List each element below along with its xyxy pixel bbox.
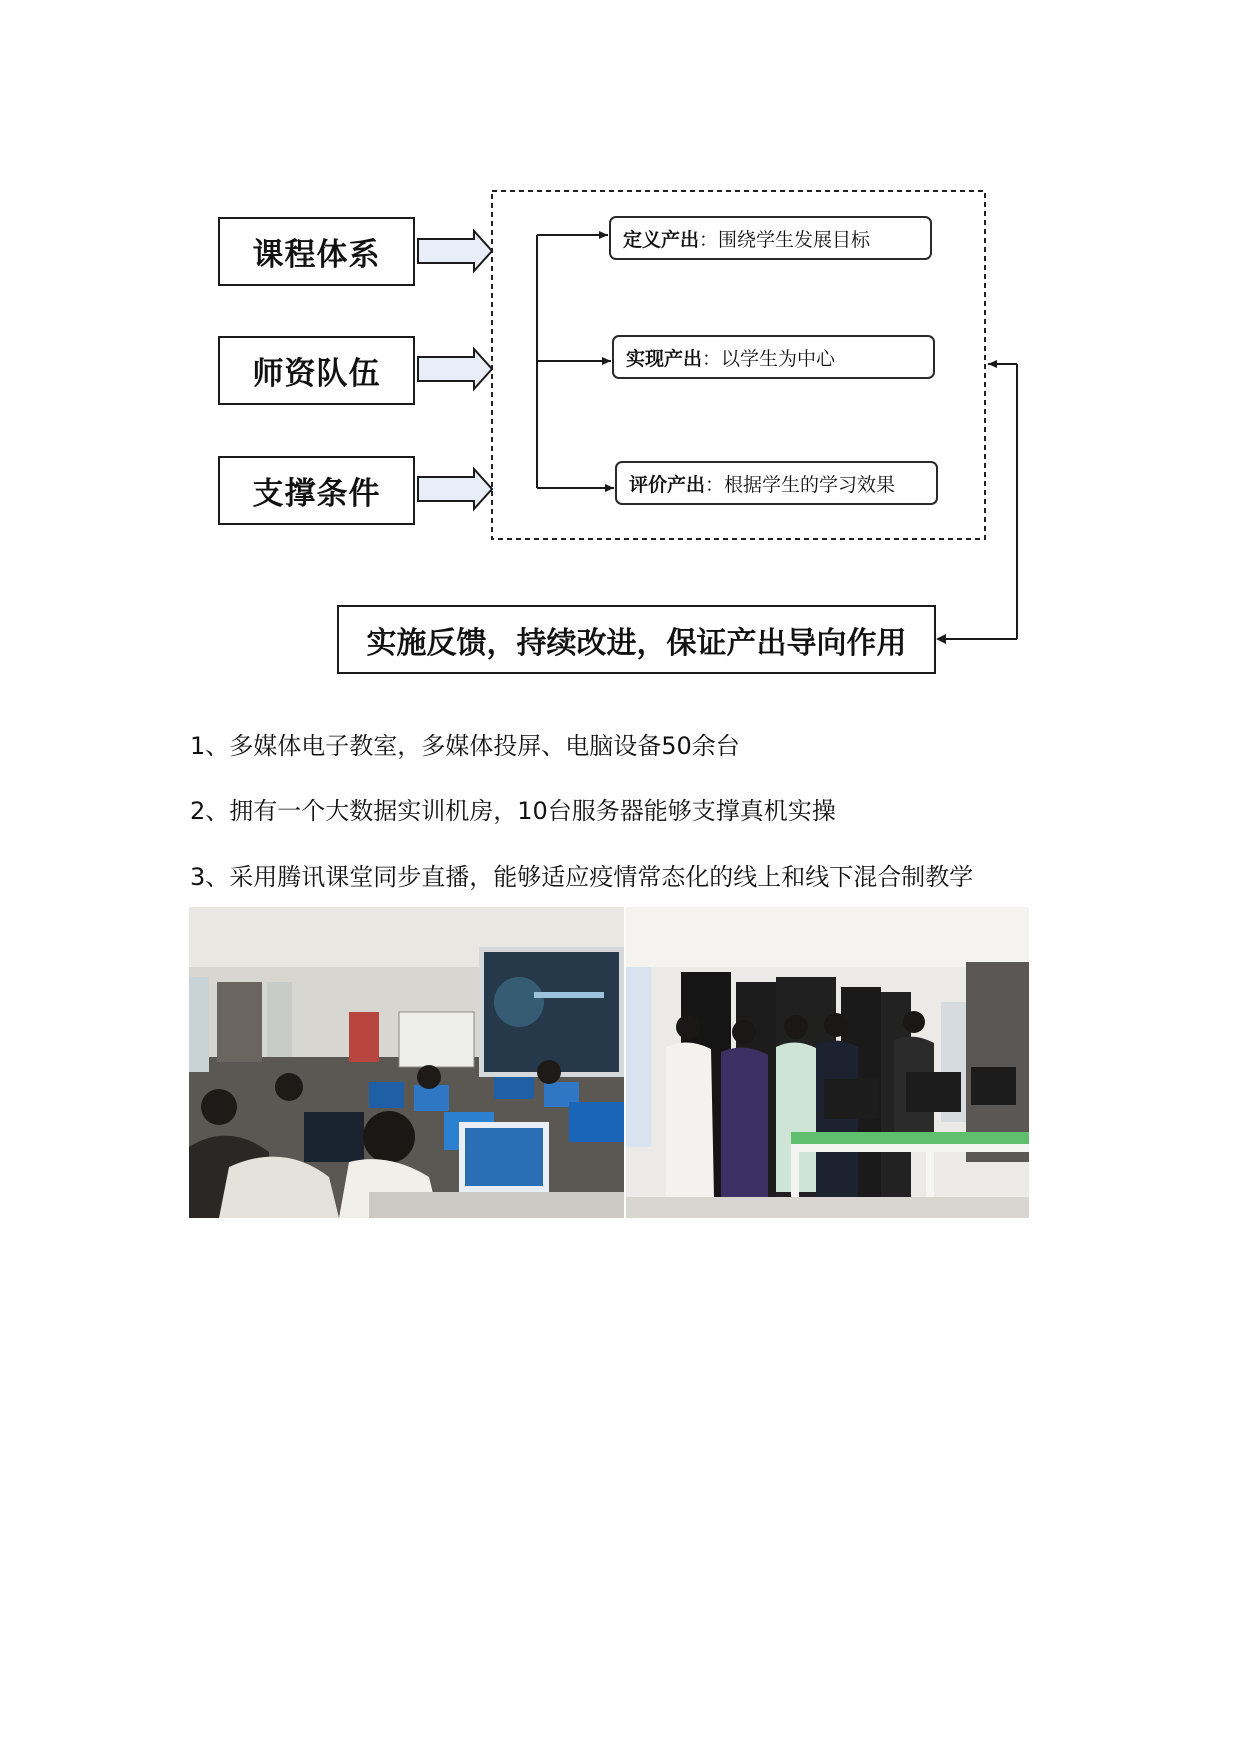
output-define-label: 定义产出 bbox=[623, 228, 700, 251]
list-item-3: 3、采用腾讯课堂同步直播，能够适应疫情常态化的线上和线下混合制教学 bbox=[190, 863, 974, 891]
input-support: 支撑条件 bbox=[218, 456, 415, 525]
list-item-2: 2、拥有一个大数据实训机房，10台服务器能够支撑真机实操 bbox=[190, 797, 836, 825]
feedback-box: 实施反馈，持续改进，保证产出导向作用 bbox=[337, 605, 936, 674]
server-room-illustration bbox=[626, 907, 1029, 1218]
obe-diagram bbox=[0, 0, 1240, 700]
output-realize bbox=[612, 335, 935, 379]
feedback-loop bbox=[936, 364, 1017, 644]
block-arrow-3 bbox=[418, 469, 492, 509]
server-room-photo bbox=[626, 907, 1029, 1218]
input-curriculum: 课程体系 bbox=[218, 217, 415, 286]
block-arrow-2 bbox=[418, 349, 492, 389]
output-define bbox=[609, 216, 932, 260]
classroom-illustration bbox=[189, 907, 624, 1218]
branch-connector bbox=[537, 235, 614, 488]
multimedia-classroom-photo bbox=[189, 907, 624, 1218]
output-realize-text: ：以学生为中心 bbox=[702, 347, 836, 370]
input-faculty: 师资队伍 bbox=[218, 336, 415, 405]
list-item-1: 1、多媒体电子教室，多媒体投屏、电脑设备50余台 bbox=[190, 732, 740, 760]
output-evaluate-text: ：根据学生的学习效果 bbox=[705, 473, 896, 496]
output-define-text: ：围绕学生发展目标 bbox=[699, 228, 871, 251]
block-arrow-1 bbox=[418, 231, 492, 271]
output-realize-label: 实现产出 bbox=[626, 347, 703, 370]
output-evaluate-label: 评价产出 bbox=[629, 473, 706, 496]
output-evaluate bbox=[615, 461, 938, 505]
